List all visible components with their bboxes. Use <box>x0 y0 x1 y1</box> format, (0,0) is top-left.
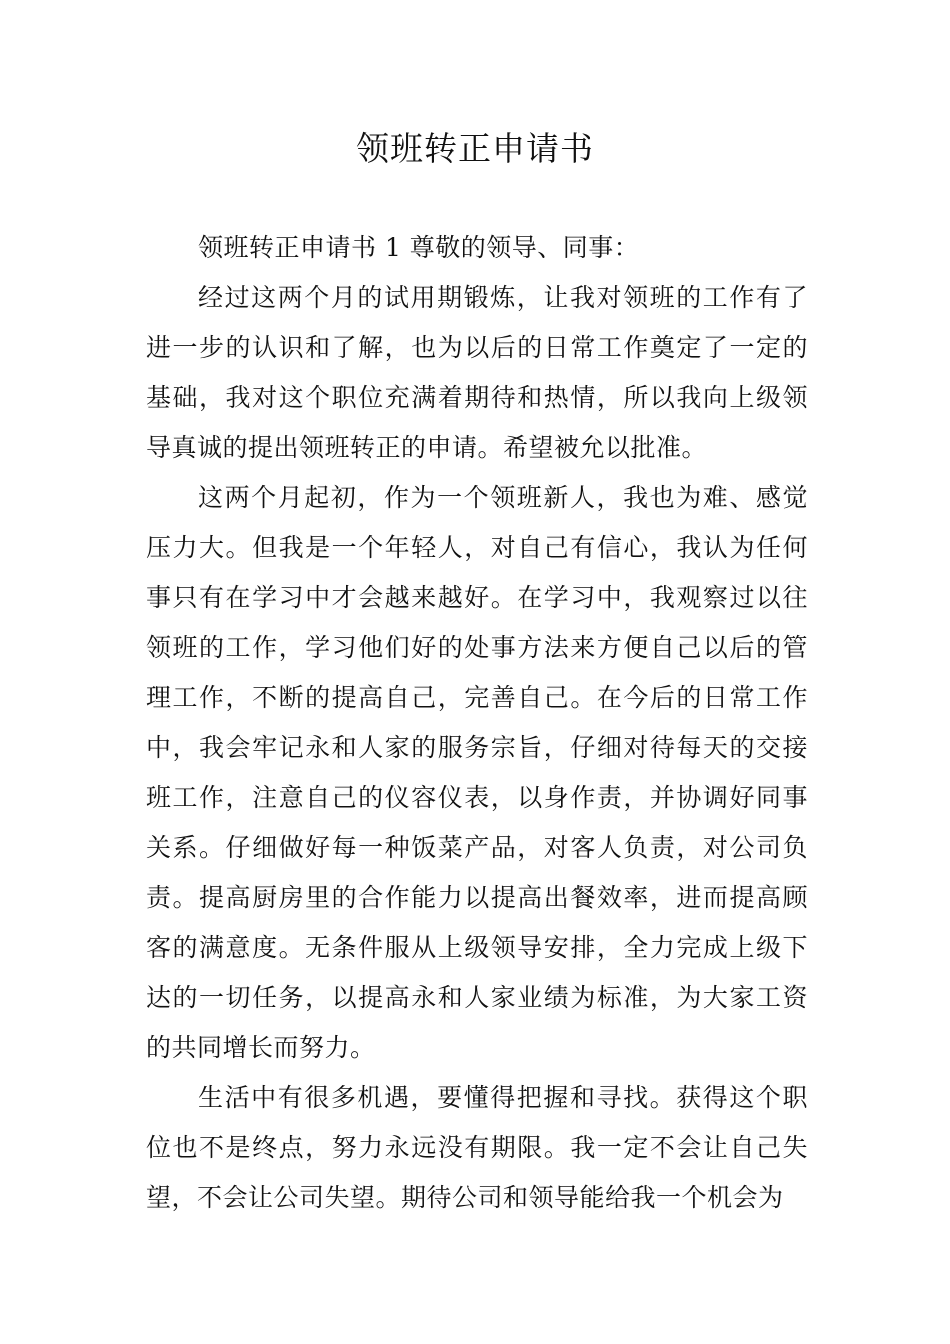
document-title: 领班转正申请书 <box>356 129 594 168</box>
paragraph-salutation: 领班转正申请书 1 尊敬的领导、同事： <box>198 233 640 262</box>
paragraph-intro: 经过这两个月的试用期锻炼，让我对领班的工作有了进一步的认识和了解，也为以后的日常工作奠定了一定的基础，我对这个职位充满着期待和热情，所以我向上级领导真诚的提出领班转正的申请。希望被允以批准。 <box>146 283 808 462</box>
paragraph-commitment: 生活中有很多机遇，要懂得把握和寻找。获得这个职位也不是终点，努力永远没有期限。我一定不会让自己失望，不会让公司失望。期待公司和领导能给我一个机会为 <box>146 1083 808 1212</box>
paragraph-experience: 这两个月起初，作为一个领班新人，我也为难、感觉压力大。但我是一个年轻人，对自己有信心，我认为任何事只有在学习中才会越来越好。在学习中，我观察过以往领班的工作，学习他们好的处事方法来方便自己以后的管理工作，不断的提高自己，完善自己。在今后的日常工作中，我会牢记永和人家的服务宗旨，仔细对待每天的交接班工作，注意自己的仪容仪表，以身作责，并协调好同事关系。仔细做好每一种饭菜产品，对客人负责，对公司负责。提高厨房里的合作能力以提高出餐效率，进而提高顾客的满意度。无条件服从上级领导安排，全力完成上级下达的一切任务，以提高永和人家业绩为标准，为大家工资的共同增长而努力。 <box>146 483 808 1062</box>
document-body <box>146 223 808 1223</box>
